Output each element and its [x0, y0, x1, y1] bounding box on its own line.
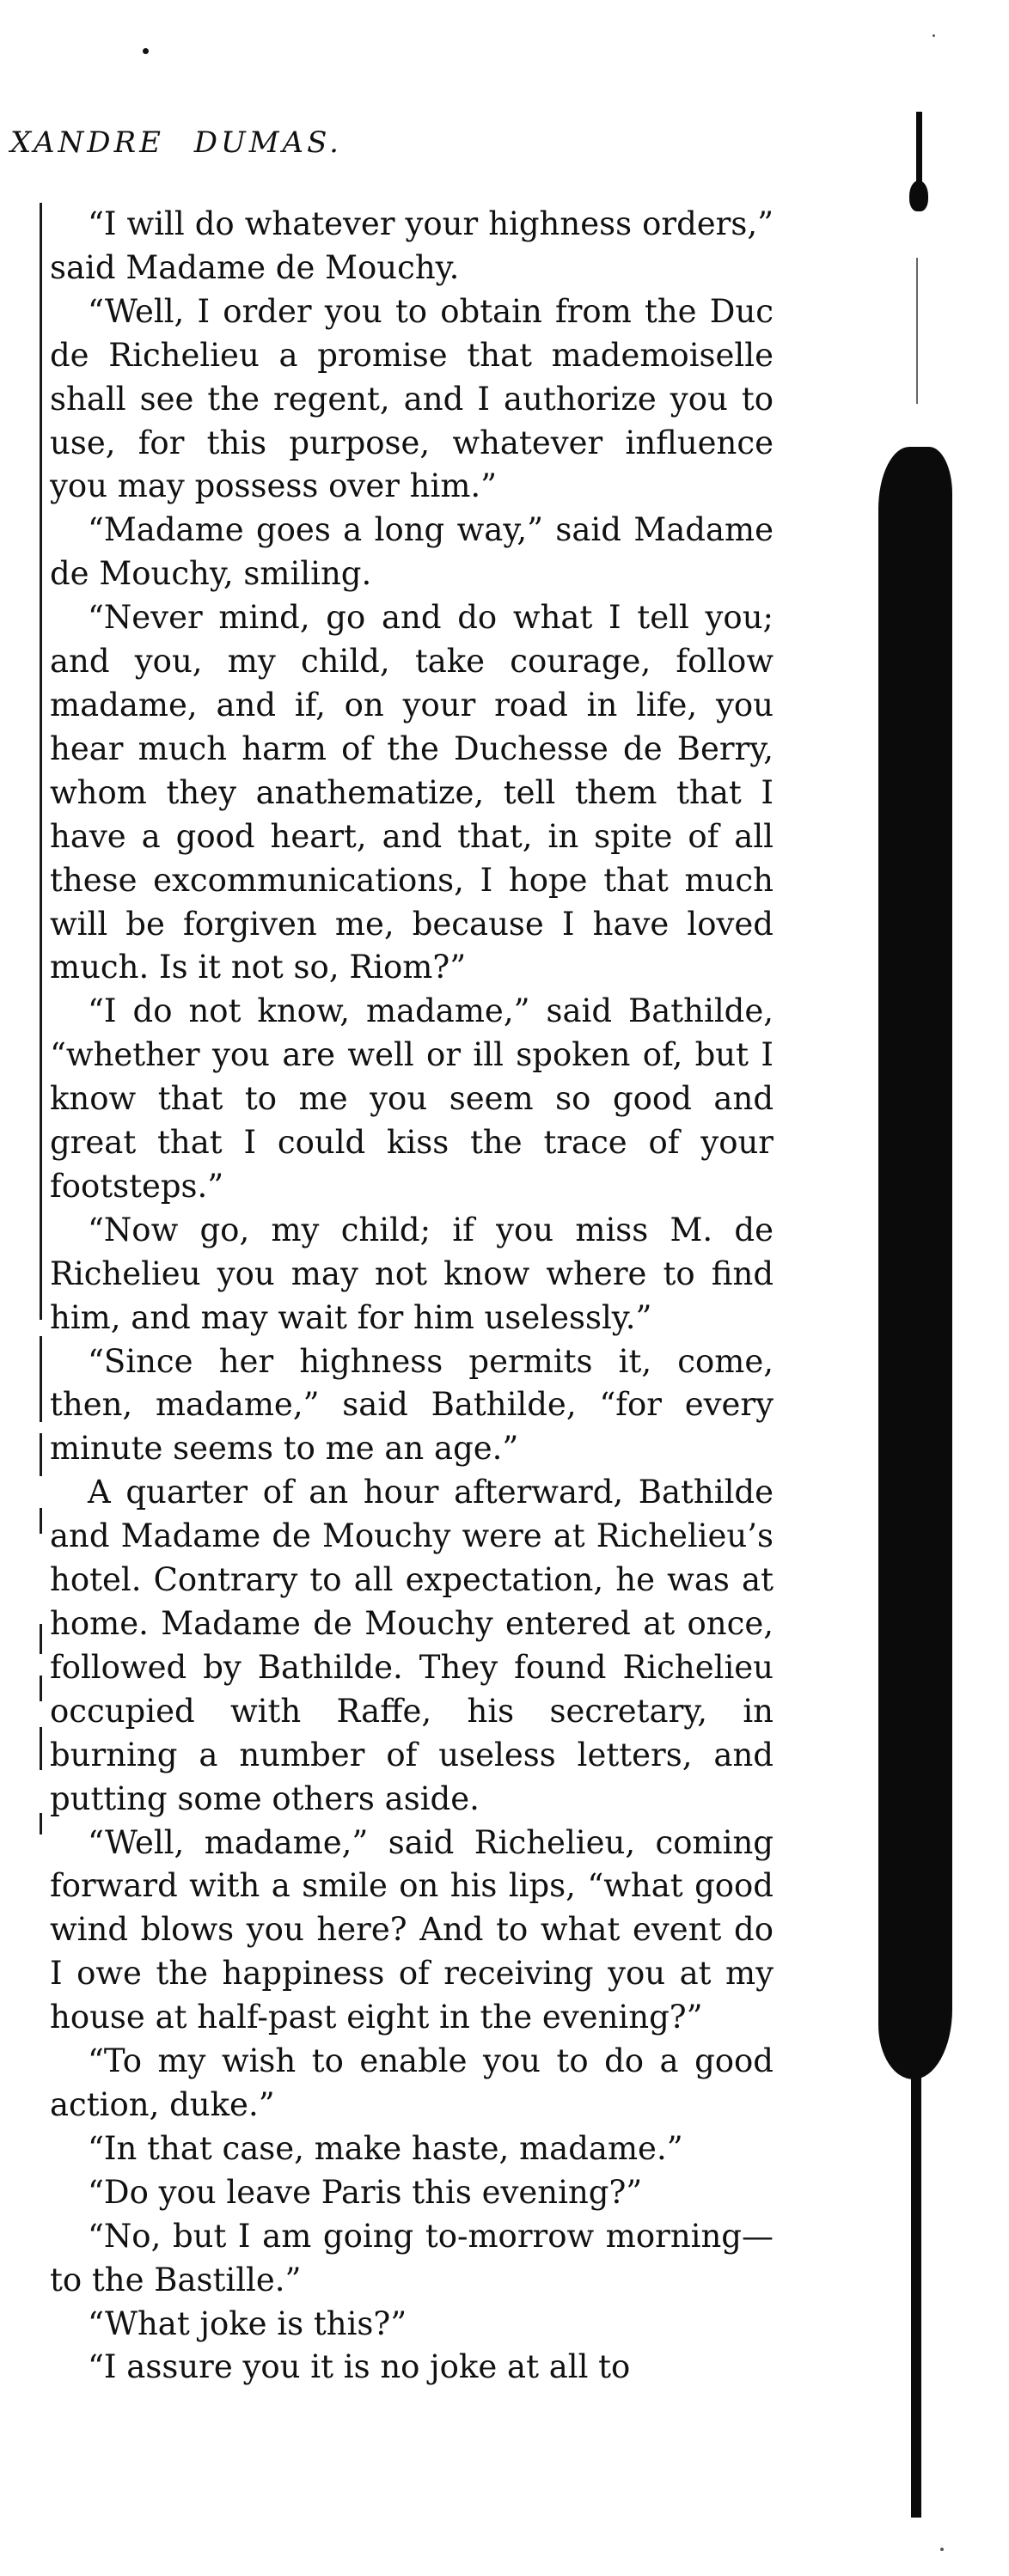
paragraph: “Do you leave Paris this evening?”: [88, 2173, 643, 2211]
margin-rule: [40, 1813, 42, 1834]
margin-rule: [40, 1676, 42, 1701]
running-header: XANDRE DUMAS.: [10, 125, 342, 160]
paragraph: “I will do whatever your highness orders,” said Madame de Mouchy.: [50, 205, 774, 286]
scan-artifact-top-tip: [909, 180, 928, 211]
paragraph: “What joke is this?”: [88, 2304, 407, 2342]
paragraph: “No, but I am going to-morrow morning—to the Bastille.”: [50, 2217, 774, 2298]
paragraph: “Madame goes a long way,” said Madame de Mouchy, smiling.: [50, 511, 774, 593]
paragraph: “I assure you it is no joke at all to: [88, 2348, 631, 2386]
paragraph: “Well, I order you to obtain from the Duc de Richelieu a promise that mademoiselle shall see the regent, and I authorize you to use, for this purpose, whatever influence you may possess over him.”: [50, 292, 774, 505]
margin-rule: [40, 1433, 42, 1476]
scan-artifact-blob: [878, 447, 952, 2079]
scan-artifact-bottom: [911, 2028, 921, 2518]
page-body: [50, 203, 774, 2390]
ink-speck: [143, 48, 149, 54]
paragraph: “Well, madame,” said Richelieu, coming forward with a smile on his lips, “what good wind blows you here? And to what event do I owe the happiness of receiving you at my house at half-past eight in the evening?”: [50, 1823, 774, 2036]
scan-artifact-tick: [916, 258, 918, 404]
margin-rule: [40, 203, 42, 1320]
paragraph: “To my wish to enable you to do a good action, duke.”: [50, 2042, 774, 2123]
paragraph: “Now go, my child; if you miss M. de Richelieu you may not know where to find him, and may wait for him uselessly.”: [50, 1211, 774, 1336]
margin-rule: [40, 1336, 42, 1422]
paragraph: A quarter of an hour afterward, Bathilde and Madame de Mouchy were at Richelieu’s hotel. Contrary to all expectation, he was at home. Madame de Mouchy entered at once, followed by Bathilde. They found Richelieu occupied with Raffe, his secretary, in burning a number of useless letters, and putting some others aside.: [50, 1474, 774, 1817]
paragraph: “I do not know, madame,” said Bathilde, “whether you are well or ill spoken of, but I know that to me you seem so good and great that I could kiss the trace of your footsteps.”: [50, 992, 774, 1205]
paragraph: “In that case, make haste, madame.”: [88, 2129, 683, 2167]
paragraph: “Never mind, go and do what I tell you; and you, my child, take courage, follow madame, and if, on your road in life, you hear much harm of the Duchesse de Berry, whom they anathematize, tell them that I have a good heart, and that, in spite of all these excommunications, I hope that much will be forgiven me, because I have loved much. Is it not so, Riom?”: [50, 599, 774, 986]
ink-speck: [940, 2548, 944, 2551]
margin-rule: [40, 1727, 42, 1770]
ink-speck: [933, 34, 935, 37]
paragraph: “Since her highness permits it, come, then, madame,” said Bathilde, “for every minute seems to me an age.”: [50, 1342, 774, 1468]
margin-rule: [40, 1508, 42, 1534]
margin-rule: [40, 1624, 42, 1654]
